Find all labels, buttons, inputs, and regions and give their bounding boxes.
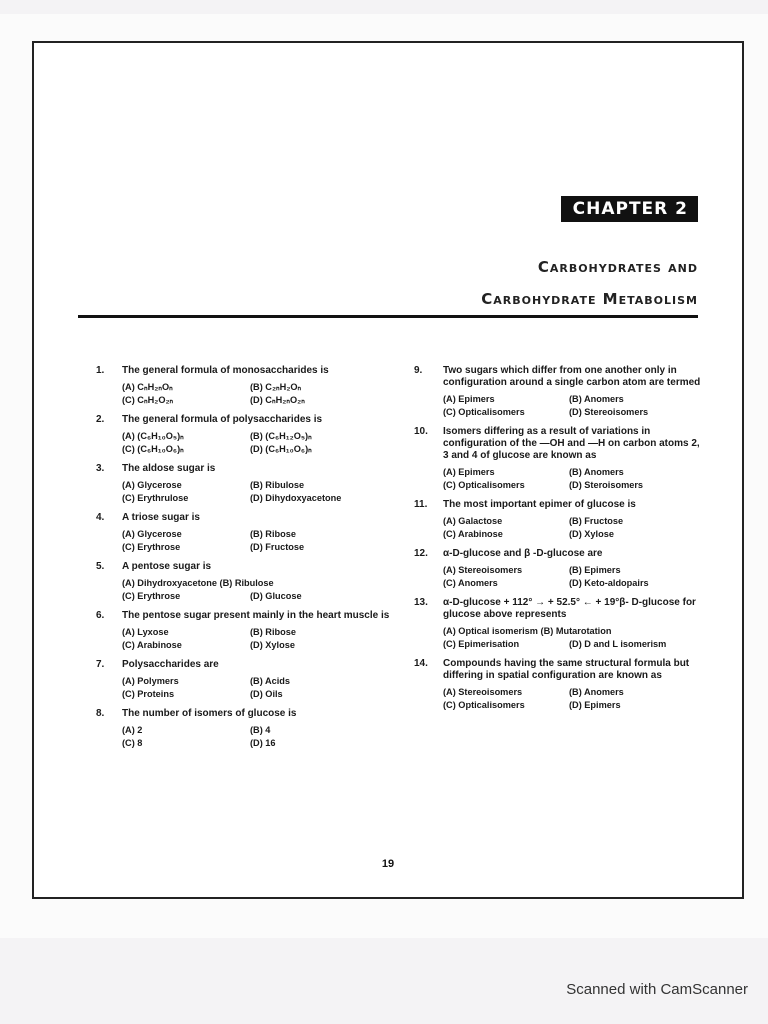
option-row <box>122 626 406 639</box>
question-number: 11. <box>414 499 428 510</box>
question-item <box>96 463 406 505</box>
question-number: 6. <box>96 610 105 621</box>
question-item <box>414 548 702 590</box>
question-number: 8. <box>96 708 105 719</box>
answer-option: (B) (C₆H₁₂O₅)ₙ <box>250 431 312 441</box>
option-row <box>122 688 406 701</box>
answer-option: (B) Fructose <box>569 516 624 526</box>
question-text: Isomers differing as a result of variations in configuration of the —OH and —H on carbon atoms 2, 3 and 4 of glucose are known as <box>443 426 700 461</box>
question-row <box>96 610 406 622</box>
option-row <box>122 724 406 737</box>
question-text: α-D-glucose + 112° → + 52.5° ← + 19°β- D-glucose for glucose above represents <box>443 597 696 620</box>
option-row <box>443 686 702 699</box>
question-row <box>96 561 406 573</box>
question-item <box>96 414 406 456</box>
answer-option: (A) Epimers <box>443 394 495 404</box>
answer-option: (A) CₙH₂ₙOₙ <box>122 382 173 392</box>
answer-option: (B) C₂ₙH₂Oₙ <box>250 382 302 392</box>
answer-option: (A) Epimers <box>443 467 495 477</box>
answer-option: (B) Ribose <box>250 529 296 539</box>
answer-option: (A) Glycerose <box>122 480 182 490</box>
answer-option: (C) Proteins <box>122 689 175 699</box>
question-row <box>414 365 702 389</box>
option-row <box>122 590 406 603</box>
question-text: Polysaccharides are <box>122 659 219 670</box>
answer-option: (A) Dihydroxyacetone (B) Ribulose <box>122 578 274 588</box>
option-row <box>122 639 406 652</box>
question-text: A pentose sugar is <box>122 561 212 572</box>
answer-options <box>443 686 702 712</box>
question-number: 2. <box>96 414 105 425</box>
question-row <box>96 463 406 475</box>
answer-option: (D) 16 <box>250 738 276 748</box>
answer-option: (D) Dihydoxyacetone <box>250 493 342 503</box>
option-row <box>443 393 702 406</box>
answer-option: (B) Ribulose <box>250 480 305 490</box>
question-item <box>96 561 406 603</box>
answer-option: (D) CₙH₂ₙO₂ₙ <box>250 395 305 405</box>
question-row <box>96 708 406 720</box>
question-number: 1. <box>96 365 105 376</box>
answer-option: (D) D and L isomerism <box>569 639 667 649</box>
answer-option: (A) Glycerose <box>122 529 182 539</box>
question-row <box>414 499 702 511</box>
option-row <box>122 430 406 443</box>
answer-options <box>122 430 406 456</box>
chapter-title <box>481 251 698 315</box>
answer-option: (C) (C₆H₁₀O₆)ₙ <box>122 444 184 454</box>
answer-option: (A) (C₆H₁₀O₅)ₙ <box>122 431 184 441</box>
question-text: α-D-glucose and β -D-glucose are <box>443 548 603 559</box>
answer-options <box>122 577 406 603</box>
question-text: The general formula of polysaccharides is <box>122 414 323 425</box>
question-item <box>414 597 702 651</box>
answer-option: (B) Anomers <box>569 467 624 477</box>
answer-option: (B) Ribose <box>250 627 296 637</box>
answer-options <box>122 381 406 407</box>
answer-option: (A) Optical isomerism (B) Mutarotation <box>443 626 612 636</box>
question-item <box>414 426 702 492</box>
answer-options <box>122 479 406 505</box>
title-rule <box>78 315 698 318</box>
question-row <box>414 597 702 621</box>
answer-option: (B) Acids <box>250 676 290 686</box>
question-number: 13. <box>414 597 428 608</box>
answer-option: (C) Erythrulose <box>122 493 189 503</box>
option-row <box>443 577 702 590</box>
option-row <box>122 443 406 456</box>
answer-option: (A) Stereoisomers <box>443 687 523 697</box>
answer-option: (A) Stereoisomers <box>443 565 523 575</box>
question-row <box>96 659 406 671</box>
question-number: 5. <box>96 561 105 572</box>
option-row <box>443 528 702 541</box>
question-text: The most important epimer of glucose is <box>443 499 636 510</box>
option-row <box>122 394 406 407</box>
answer-option: (C) 8 <box>122 738 143 748</box>
answer-option: (A) Polymers <box>122 676 179 686</box>
answer-option: (C) Erythrose <box>122 591 181 601</box>
answer-option: (C) CₙH₂O₂ₙ <box>122 395 174 405</box>
question-item <box>96 512 406 554</box>
question-row <box>414 548 702 560</box>
question-text: Compounds having the same structural formula but differing in spatial configuration are known as <box>443 658 690 681</box>
option-row <box>443 466 702 479</box>
answer-options <box>122 626 406 652</box>
question-item <box>96 659 406 701</box>
answer-option: (B) Anomers <box>569 394 624 404</box>
answer-option: (A) Galactose <box>443 516 503 526</box>
option-row <box>122 577 406 590</box>
option-row <box>122 381 406 394</box>
question-text: The number of isomers of glucose is <box>122 708 297 719</box>
option-row <box>443 479 702 492</box>
answer-options <box>122 675 406 701</box>
option-row <box>122 541 406 554</box>
option-row <box>122 675 406 688</box>
question-number: 4. <box>96 512 105 523</box>
option-row <box>122 528 406 541</box>
question-row <box>96 414 406 426</box>
answer-option: (A) 2 <box>122 725 143 735</box>
answer-option: (C) Opticalisomers <box>443 480 525 490</box>
questions-left-column <box>96 365 406 757</box>
answer-option: (B) Anomers <box>569 687 624 697</box>
questions-right-column <box>414 365 702 719</box>
answer-options <box>122 528 406 554</box>
question-text: The aldose sugar is <box>122 463 216 474</box>
question-row <box>414 658 702 682</box>
question-item <box>414 658 702 712</box>
answer-option: (C) Arabinose <box>122 640 182 650</box>
question-text: The general formula of monosaccharides is <box>122 365 329 376</box>
answer-option: (C) Opticalisomers <box>443 407 525 417</box>
answer-option: (D) Oils <box>250 689 283 699</box>
answer-option: (C) Anomers <box>443 578 498 588</box>
question-number: 12. <box>414 548 428 559</box>
chapter-title-line-2: Carbohydrate Metabolism <box>481 290 698 308</box>
answer-option: (B) 4 <box>250 725 271 735</box>
option-row <box>122 479 406 492</box>
question-number: 7. <box>96 659 105 670</box>
question-text: A triose sugar is <box>122 512 200 523</box>
option-row <box>443 564 702 577</box>
question-row <box>96 512 406 524</box>
question-item <box>96 708 406 750</box>
answer-option: (C) Opticalisomers <box>443 700 525 710</box>
answer-option: (D) Steroisomers <box>569 480 644 490</box>
answer-option: (D) Stereoisomers <box>569 407 649 417</box>
answer-options <box>443 393 702 419</box>
question-number: 10. <box>414 426 428 437</box>
chapter-label: CHAPTER 2 <box>561 196 698 222</box>
answer-options <box>122 724 406 750</box>
question-text: Two sugars which differ from one another only in configuration around a single carbon atom are termed <box>443 365 701 388</box>
answer-option: (B) Epimers <box>569 565 621 575</box>
answer-options <box>443 466 702 492</box>
camscanner-watermark: Scanned with CamScanner <box>566 981 748 998</box>
option-row <box>443 406 702 419</box>
page-number: 19 <box>381 858 395 870</box>
answer-option: (D) Xylose <box>250 640 295 650</box>
answer-option: (C) Erythrose <box>122 542 181 552</box>
answer-option: (D) (C₆H₁₀O₆)ₙ <box>250 444 312 454</box>
answer-options <box>443 515 702 541</box>
answer-options <box>443 564 702 590</box>
question-row <box>96 365 406 377</box>
book-page <box>32 41 744 899</box>
question-text: The pentose sugar present mainly in the heart muscle is <box>122 610 390 621</box>
question-item <box>414 499 702 541</box>
option-row <box>443 699 702 712</box>
answer-option: (A) Lyxose <box>122 627 169 637</box>
answer-option: (D) Xylose <box>569 529 614 539</box>
answer-option: (C) Epimerisation <box>443 639 520 649</box>
answer-option: (D) Keto-aldopairs <box>569 578 649 588</box>
option-row <box>443 515 702 528</box>
chapter-title-line-1: Carbohydrates and <box>537 258 698 276</box>
answer-option: (C) Arabinose <box>443 529 503 539</box>
question-number: 9. <box>414 365 423 376</box>
answer-option: (D) Glucose <box>250 591 302 601</box>
option-row <box>122 737 406 750</box>
question-item <box>96 610 406 652</box>
answer-option: (D) Fructose <box>250 542 305 552</box>
question-item <box>414 365 702 419</box>
answer-option: (D) Epimers <box>569 700 621 710</box>
option-row <box>443 638 702 651</box>
option-row <box>443 625 702 638</box>
question-row <box>414 426 702 462</box>
question-number: 3. <box>96 463 105 474</box>
question-number: 14. <box>414 658 428 669</box>
question-item <box>96 365 406 407</box>
answer-options <box>443 625 702 651</box>
option-row <box>122 492 406 505</box>
